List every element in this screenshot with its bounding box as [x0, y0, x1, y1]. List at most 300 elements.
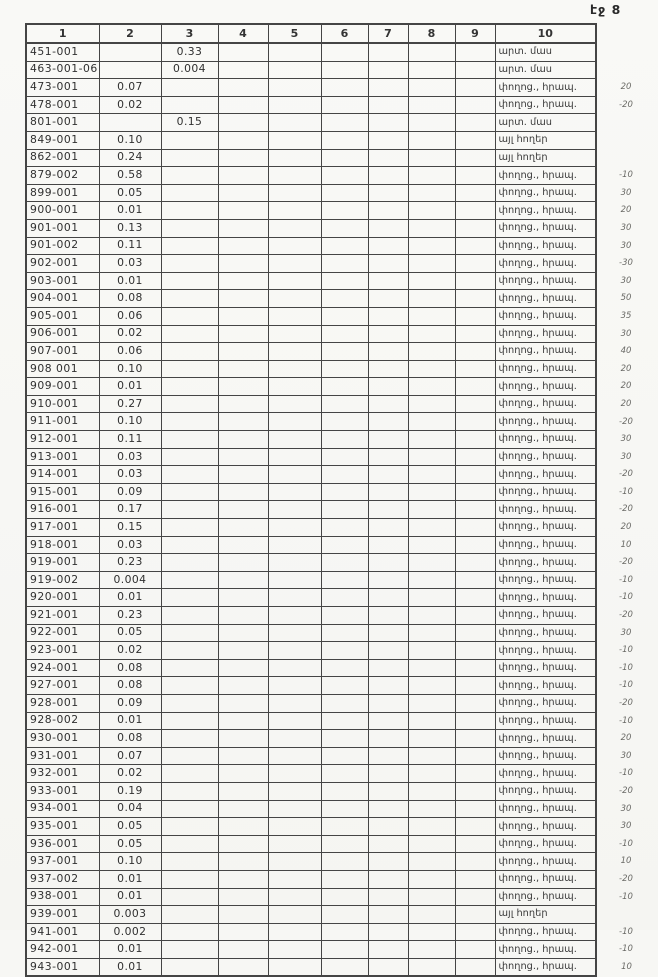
- cell-landuse-label: փողոց., հրապ.: [495, 571, 596, 589]
- table-row: [26, 888, 656, 906]
- cell-empty: [408, 61, 455, 79]
- cell-empty: [408, 818, 455, 836]
- cell-empty: [455, 906, 495, 924]
- cell-empty: [268, 466, 321, 484]
- cell-empty: [455, 360, 495, 378]
- cell-empty: [368, 167, 408, 185]
- cell-empty: [408, 624, 455, 642]
- cell-empty: [321, 431, 368, 449]
- cell-landuse-label: այլ հողեր: [495, 906, 596, 924]
- cell-empty: [218, 272, 268, 290]
- cell-landuse-label: փողոց., հրապ.: [495, 870, 596, 888]
- cell-empty: [368, 360, 408, 378]
- margin-mark: -10: [619, 662, 633, 673]
- cell-area-col3: [161, 818, 218, 836]
- cell-area-col3: [161, 131, 218, 149]
- margin-mark: -20: [619, 469, 633, 480]
- margin-mark: -20: [619, 99, 633, 110]
- cell-empty: [268, 536, 321, 554]
- cell-parcel-code: 931-001: [26, 747, 99, 765]
- cell-empty: [268, 79, 321, 97]
- cell-area-col2: 0.58: [99, 167, 161, 185]
- cell-empty: [408, 272, 455, 290]
- cell-landuse-label: փողոց., հրապ.: [495, 782, 596, 800]
- cell-empty: [368, 677, 408, 695]
- column-header-1: 1: [26, 24, 99, 43]
- table-row: [26, 906, 656, 924]
- margin-mark: -10: [619, 645, 633, 656]
- table-row: [26, 184, 656, 202]
- cell-empty: [455, 589, 495, 607]
- table-row: [26, 131, 656, 149]
- table-row: [26, 114, 656, 132]
- cell-empty: [368, 554, 408, 572]
- cell-empty: [455, 149, 495, 167]
- table-row: [26, 307, 656, 325]
- cell-area-col2: 0.01: [99, 888, 161, 906]
- cell-empty: [218, 589, 268, 607]
- table-row: [26, 835, 656, 853]
- cell-area-col3: [161, 800, 218, 818]
- cell-empty: [408, 202, 455, 220]
- cell-area-col2: 0.07: [99, 747, 161, 765]
- cell-empty: [218, 413, 268, 431]
- cell-empty: [268, 571, 321, 589]
- table-row: [26, 466, 656, 484]
- cell-area-col2: 0.24: [99, 149, 161, 167]
- margin-mark: [596, 131, 656, 149]
- cell-empty: [268, 167, 321, 185]
- cell-area-col3: [161, 96, 218, 114]
- table-row: [26, 255, 656, 273]
- table-row: [26, 642, 656, 660]
- cell-landuse-label: փողոց., հրապ.: [495, 448, 596, 466]
- cell-empty: [455, 923, 495, 941]
- cell-empty: [268, 835, 321, 853]
- cell-empty: [268, 272, 321, 290]
- cell-empty: [321, 483, 368, 501]
- cell-empty: [218, 571, 268, 589]
- cell-parcel-code: 906-001: [26, 325, 99, 343]
- cell-landuse-label: փողոց., հրապ.: [495, 624, 596, 642]
- margin-mark: -10: [619, 838, 633, 849]
- cell-area-col3: [161, 782, 218, 800]
- cell-empty: [321, 149, 368, 167]
- margin-mark: 30: [620, 222, 632, 233]
- cell-area-col3: [161, 765, 218, 783]
- cell-landuse-label: փողոց., հրապ.: [495, 483, 596, 501]
- cell-area-col2: [99, 61, 161, 79]
- cell-empty: [455, 448, 495, 466]
- cell-empty: [218, 624, 268, 642]
- cell-empty: [455, 571, 495, 589]
- cell-empty: [408, 923, 455, 941]
- table-row: [26, 360, 656, 378]
- cell-empty: [408, 642, 455, 660]
- cell-landuse-label: փողոց., հրապ.: [495, 712, 596, 730]
- cell-empty: [321, 906, 368, 924]
- column-header-2: 2: [99, 24, 161, 43]
- cell-parcel-code: 801-001: [26, 114, 99, 132]
- cell-landuse-label: փողոց., հրապ.: [495, 765, 596, 783]
- cell-empty: [455, 272, 495, 290]
- cell-parcel-code: 451-001: [26, 43, 99, 61]
- cell-empty: [368, 219, 408, 237]
- cell-area-col2: 0.10: [99, 360, 161, 378]
- cell-empty: [321, 642, 368, 660]
- cell-empty: [408, 853, 455, 871]
- cell-area-col3: [161, 290, 218, 308]
- cell-empty: [218, 642, 268, 660]
- table-row: [26, 677, 656, 695]
- margin-mark: -10: [619, 680, 633, 691]
- cell-parcel-code: 942-001: [26, 941, 99, 959]
- cell-parcel-code: 905-001: [26, 307, 99, 325]
- cell-empty: [321, 378, 368, 396]
- table-row: [26, 167, 656, 185]
- cell-empty: [455, 536, 495, 554]
- cell-empty: [268, 255, 321, 273]
- margin-mark: 30: [620, 434, 632, 445]
- cell-empty: [268, 694, 321, 712]
- cell-empty: [321, 219, 368, 237]
- cell-empty: [321, 712, 368, 730]
- cell-empty: [321, 43, 368, 61]
- cell-parcel-code: 915-001: [26, 483, 99, 501]
- cell-parcel-code: 919-002: [26, 571, 99, 589]
- cell-empty: [408, 589, 455, 607]
- cell-empty: [321, 343, 368, 361]
- cell-landuse-label: փողոց., հրապ.: [495, 536, 596, 554]
- cell-empty: [368, 941, 408, 959]
- cell-empty: [321, 519, 368, 537]
- table-row: [26, 624, 656, 642]
- cell-area-col3: [161, 712, 218, 730]
- cell-empty: [408, 554, 455, 572]
- cell-area-col3: [161, 923, 218, 941]
- column-header-3: 3: [161, 24, 218, 43]
- cell-empty: [368, 448, 408, 466]
- table-row: [26, 483, 656, 501]
- cell-empty: [218, 360, 268, 378]
- cell-landuse-label: փողոց., հրապ.: [495, 290, 596, 308]
- cell-area-col2: 0.08: [99, 659, 161, 677]
- cell-empty: [455, 782, 495, 800]
- cell-empty: [368, 712, 408, 730]
- margin-mark: [596, 61, 656, 79]
- cell-empty: [455, 290, 495, 308]
- cell-area-col3: [161, 624, 218, 642]
- cell-empty: [408, 747, 455, 765]
- cell-empty: [368, 343, 408, 361]
- cell-empty: [321, 659, 368, 677]
- cell-empty: [455, 184, 495, 202]
- cell-parcel-code: 473-001: [26, 79, 99, 97]
- cell-empty: [408, 519, 455, 537]
- cell-empty: [368, 870, 408, 888]
- cell-empty: [455, 131, 495, 149]
- cell-area-col2: 0.02: [99, 325, 161, 343]
- cell-empty: [218, 712, 268, 730]
- cell-empty: [218, 958, 268, 976]
- cell-empty: [268, 343, 321, 361]
- cell-empty: [368, 536, 408, 554]
- cell-empty: [368, 906, 408, 924]
- cell-empty: [455, 818, 495, 836]
- cell-empty: [268, 395, 321, 413]
- cell-parcel-code: 913-001: [26, 448, 99, 466]
- cell-empty: [455, 466, 495, 484]
- table-row: [26, 290, 656, 308]
- cell-empty: [321, 114, 368, 132]
- cell-parcel-code: 478-001: [26, 96, 99, 114]
- cell-area-col2: 0.01: [99, 941, 161, 959]
- cell-empty: [218, 343, 268, 361]
- cell-empty: [268, 730, 321, 748]
- margin-mark: -30: [619, 258, 633, 269]
- cell-empty: [218, 870, 268, 888]
- cell-area-col3: [161, 466, 218, 484]
- cell-parcel-code: 907-001: [26, 343, 99, 361]
- cell-area-col2: 0.01: [99, 870, 161, 888]
- cell-empty: [268, 589, 321, 607]
- cell-area-col3: [161, 906, 218, 924]
- cell-empty: [268, 448, 321, 466]
- margin-mark: 10: [621, 962, 632, 973]
- cell-empty: [218, 167, 268, 185]
- cell-empty: [218, 43, 268, 61]
- cell-empty: [368, 395, 408, 413]
- cell-parcel-code: 935-001: [26, 818, 99, 836]
- cell-empty: [368, 782, 408, 800]
- cell-empty: [268, 659, 321, 677]
- cell-landuse-label: փողոց., հրապ.: [495, 360, 596, 378]
- cell-area-col3: [161, 202, 218, 220]
- cell-landuse-label: փողոց., հրապ.: [495, 835, 596, 853]
- cell-landuse-label: փողոց., հրապ.: [495, 466, 596, 484]
- cell-parcel-code: 936-001: [26, 835, 99, 853]
- cell-empty: [218, 906, 268, 924]
- cell-landuse-label: փողոց., հրապ.: [495, 800, 596, 818]
- table-row: [26, 536, 656, 554]
- cell-landuse-label: փողոց., հրապ.: [495, 96, 596, 114]
- cell-area-col3: [161, 413, 218, 431]
- table-row: [26, 96, 656, 114]
- cell-empty: [455, 483, 495, 501]
- margin-mark: -20: [619, 557, 633, 568]
- cell-area-col3: 0.15: [161, 114, 218, 132]
- cell-empty: [268, 906, 321, 924]
- cell-empty: [455, 853, 495, 871]
- cell-empty: [321, 765, 368, 783]
- cell-area-col3: [161, 149, 218, 167]
- table-row: [26, 501, 656, 519]
- cell-empty: [455, 501, 495, 519]
- cell-empty: [268, 378, 321, 396]
- cell-empty: [321, 782, 368, 800]
- cell-area-col2: 0.11: [99, 237, 161, 255]
- cell-area-col3: [161, 219, 218, 237]
- cell-empty: [218, 782, 268, 800]
- cell-empty: [408, 677, 455, 695]
- cell-empty: [321, 395, 368, 413]
- margin-mark: 30: [620, 451, 632, 462]
- cell-empty: [455, 202, 495, 220]
- cell-parcel-code: 879-002: [26, 167, 99, 185]
- cell-empty: [368, 853, 408, 871]
- cell-empty: [268, 501, 321, 519]
- cell-empty: [455, 43, 495, 61]
- cell-area-col2: [99, 114, 161, 132]
- cell-empty: [455, 941, 495, 959]
- cell-area-col2: 0.003: [99, 906, 161, 924]
- cell-area-col2: 0.19: [99, 782, 161, 800]
- cell-empty: [321, 571, 368, 589]
- cell-empty: [268, 624, 321, 642]
- cell-empty: [268, 888, 321, 906]
- cell-empty: [268, 677, 321, 695]
- column-header-6: 6: [321, 24, 368, 43]
- cell-area-col3: [161, 325, 218, 343]
- table-row: [26, 800, 656, 818]
- cell-empty: [368, 765, 408, 783]
- cell-parcel-code: 902-001: [26, 255, 99, 273]
- cell-empty: [268, 290, 321, 308]
- cell-empty: [321, 747, 368, 765]
- cell-area-col2: 0.11: [99, 431, 161, 449]
- column-header-10: 10: [495, 24, 596, 43]
- cell-landuse-label: փողոց., հրապ.: [495, 730, 596, 748]
- cell-parcel-code: 928-001: [26, 694, 99, 712]
- cell-empty: [268, 483, 321, 501]
- cell-empty: [455, 219, 495, 237]
- margin-mark: -10: [619, 768, 633, 779]
- table-row: [26, 378, 656, 396]
- cell-empty: [218, 219, 268, 237]
- cell-empty: [455, 870, 495, 888]
- cell-parcel-code: 928-002: [26, 712, 99, 730]
- cell-area-col2: 0.23: [99, 554, 161, 572]
- cell-empty: [268, 237, 321, 255]
- cell-landuse-label: փողոց., հրապ.: [495, 958, 596, 976]
- cell-empty: [368, 800, 408, 818]
- cell-area-col3: [161, 870, 218, 888]
- margin-mark: 30: [620, 240, 632, 251]
- cell-empty: [321, 448, 368, 466]
- cell-empty: [368, 96, 408, 114]
- cell-empty: [368, 290, 408, 308]
- cell-empty: [218, 184, 268, 202]
- cell-area-col3: [161, 853, 218, 871]
- table-row: [26, 870, 656, 888]
- margin-mark: [596, 906, 656, 924]
- cell-parcel-code: 909-001: [26, 378, 99, 396]
- cell-area-col2: 0.27: [99, 395, 161, 413]
- cell-empty: [408, 219, 455, 237]
- cell-area-col2: 0.01: [99, 958, 161, 976]
- cell-area-col2: 0.01: [99, 202, 161, 220]
- cell-area-col2: 0.02: [99, 96, 161, 114]
- table-header-row: [26, 24, 656, 43]
- cell-empty: [455, 765, 495, 783]
- cell-empty: [455, 307, 495, 325]
- cell-parcel-code: 911-001: [26, 413, 99, 431]
- table-row: [26, 202, 656, 220]
- cell-area-col3: [161, 431, 218, 449]
- land-parcel-table: [25, 23, 657, 977]
- cell-area-col2: 0.05: [99, 818, 161, 836]
- cell-empty: [218, 61, 268, 79]
- cell-empty: [368, 79, 408, 97]
- cell-empty: [218, 765, 268, 783]
- table-row: [26, 712, 656, 730]
- margin-mark: [596, 43, 656, 61]
- cell-landuse-label: փողոց., հրապ.: [495, 167, 596, 185]
- cell-empty: [455, 888, 495, 906]
- table-row: [26, 149, 656, 167]
- cell-empty: [408, 571, 455, 589]
- cell-landuse-label: այլ հողեր: [495, 131, 596, 149]
- cell-parcel-code: 922-001: [26, 624, 99, 642]
- cell-area-col2: 0.10: [99, 413, 161, 431]
- cell-empty: [218, 501, 268, 519]
- cell-empty: [218, 536, 268, 554]
- margin-mark: 30: [620, 328, 632, 339]
- cell-parcel-code: 901-001: [26, 219, 99, 237]
- cell-area-col3: [161, 888, 218, 906]
- cell-empty: [368, 730, 408, 748]
- cell-area-col2: 0.08: [99, 677, 161, 695]
- cell-empty: [368, 642, 408, 660]
- cell-empty: [455, 255, 495, 273]
- cell-empty: [268, 712, 321, 730]
- cell-empty: [455, 747, 495, 765]
- cell-empty: [368, 272, 408, 290]
- margin-gutter: [596, 24, 656, 43]
- cell-area-col3: [161, 536, 218, 554]
- margin-mark: 20: [620, 398, 632, 409]
- table-row: [26, 554, 656, 572]
- cell-area-col3: [161, 237, 218, 255]
- cell-empty: [321, 607, 368, 625]
- cell-area-col2: 0.05: [99, 624, 161, 642]
- column-header-9: 9: [455, 24, 495, 43]
- cell-empty: [455, 607, 495, 625]
- cell-empty: [408, 765, 455, 783]
- cell-landuse-label: փողոց., հրապ.: [495, 923, 596, 941]
- cell-empty: [368, 501, 408, 519]
- cell-parcel-code: 927-001: [26, 677, 99, 695]
- cell-empty: [268, 61, 321, 79]
- table-row: [26, 765, 656, 783]
- cell-landuse-label: փողոց., հրապ.: [495, 343, 596, 361]
- cell-parcel-code: 932-001: [26, 765, 99, 783]
- margin-mark: 20: [620, 82, 632, 93]
- cell-area-col2: 0.06: [99, 343, 161, 361]
- cell-empty: [408, 483, 455, 501]
- cell-area-col2: 0.01: [99, 712, 161, 730]
- cell-empty: [408, 114, 455, 132]
- cell-empty: [455, 395, 495, 413]
- table-row: [26, 782, 656, 800]
- cell-area-col2: 0.05: [99, 835, 161, 853]
- cell-parcel-code: 914-001: [26, 466, 99, 484]
- cell-landuse-label: փողոց., հրապ.: [495, 853, 596, 871]
- cell-area-col3: [161, 571, 218, 589]
- cell-area-col3: [161, 642, 218, 660]
- margin-mark: 40: [620, 346, 632, 357]
- cell-empty: [408, 237, 455, 255]
